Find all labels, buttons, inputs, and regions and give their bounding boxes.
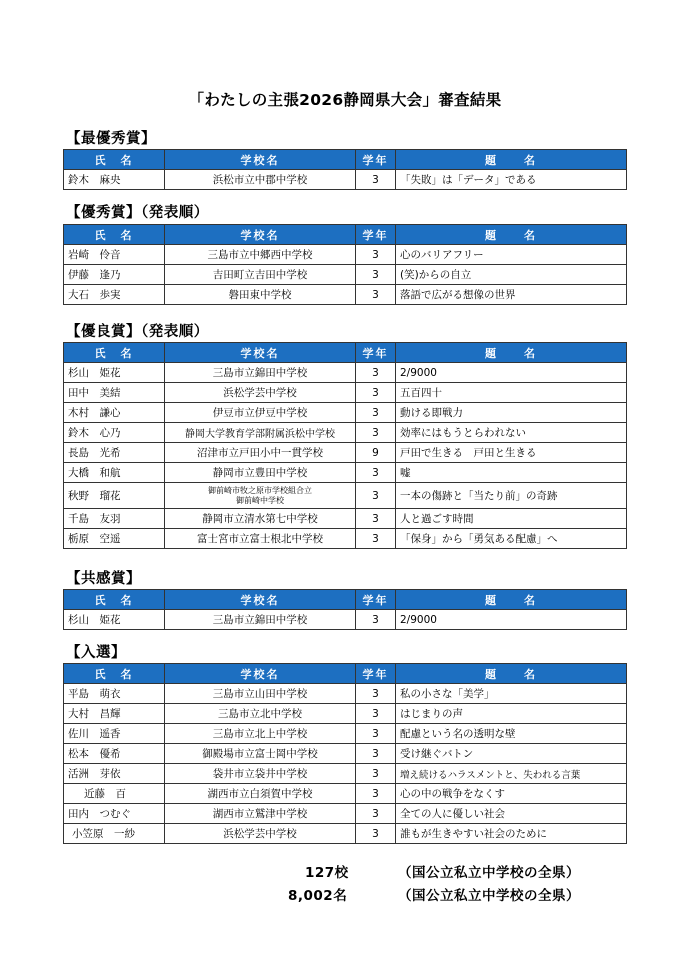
table-nyusen: [63, 663, 627, 844]
header-school: 学校名: [165, 343, 356, 363]
school-name: 浜松学芸中学校: [165, 824, 356, 844]
total-students-note: （国公立私立中学校の全県）: [398, 888, 580, 904]
student-name: 鈴木 麻央: [64, 170, 165, 190]
student-name: 佐川 遥香: [64, 724, 165, 744]
school-name: 浜松市立中郡中学校: [165, 170, 356, 190]
grade: 9: [356, 443, 396, 463]
speech-title: 心の中の戦争をなくす: [396, 784, 627, 804]
table-row: [64, 423, 627, 443]
table-row: [64, 724, 627, 744]
speech-title: 配慮という名の透明な壁: [396, 724, 627, 744]
table-row: [64, 804, 627, 824]
table-row: [64, 483, 627, 509]
table-yushu: [63, 224, 627, 305]
header-school: 学校名: [165, 664, 356, 684]
header-name: 氏 名: [64, 590, 165, 610]
school-name: 湖西市立白須賀中学校: [165, 784, 356, 804]
table-header-row: [64, 664, 627, 684]
speech-title: 2/9000: [396, 610, 627, 630]
total-schools: 127校: [305, 865, 349, 881]
table-row: [64, 744, 627, 764]
grade: 3: [356, 529, 396, 549]
header-name: 氏 名: [64, 150, 165, 170]
student-name: 木村 謙心: [64, 403, 165, 423]
section-heading-yushu: 【優秀賞】（発表順）: [66, 205, 209, 221]
school-name: 浜松学芸中学校: [165, 383, 356, 403]
student-name: 大石 歩実: [64, 285, 165, 305]
section-heading-yuryo: 【優良賞】（発表順）: [66, 324, 209, 340]
table-saiyushu: [63, 149, 627, 190]
table-header-row: [64, 343, 627, 363]
grade: 3: [356, 363, 396, 383]
header-grade: 学年: [356, 343, 396, 363]
speech-title: 増え続けるハラスメントと、失われる言葉: [396, 764, 627, 784]
speech-title: 受け継ぐバトン: [396, 744, 627, 764]
total-schools-note: （国公立私立中学校の全県）: [398, 865, 580, 881]
header-grade: 学年: [356, 590, 396, 610]
table-kyokan: [63, 589, 627, 630]
student-name: 田内 つむぐ: [64, 804, 165, 824]
page-title: 「わたしの主張2026静岡県大会」審査結果: [188, 91, 502, 109]
speech-title: 落語で広がる想像の世界: [396, 285, 627, 305]
student-name: 田中 美結: [64, 383, 165, 403]
student-name: 鈴木 心乃: [64, 423, 165, 443]
school-name: 磐田東中学校: [165, 285, 356, 305]
student-name: 大橋 和航: [64, 463, 165, 483]
student-name: 千島 友羽: [64, 509, 165, 529]
speech-title: 「失敗」は「データ」である: [396, 170, 627, 190]
grade: 3: [356, 285, 396, 305]
grade: 3: [356, 170, 396, 190]
section-heading-kyokan: 【共感賞】: [66, 571, 141, 587]
student-name: 活洲 芽依: [64, 764, 165, 784]
header-name: 氏 名: [64, 225, 165, 245]
grade: 3: [356, 704, 396, 724]
header-name: 氏 名: [64, 343, 165, 363]
student-name: 伊藤 逢乃: [64, 265, 165, 285]
speech-title: 効率にはもうとらわれない: [396, 423, 627, 443]
student-name: 大村 昌輝: [64, 704, 165, 724]
student-name: 杉山 姫花: [64, 363, 165, 383]
grade: 3: [356, 403, 396, 423]
student-name: 松本 優希: [64, 744, 165, 764]
speech-title: 私の小さな「美学」: [396, 684, 627, 704]
header-title: 題 名: [396, 664, 627, 684]
student-name: 杉山 姫花: [64, 610, 165, 630]
student-name: 近藤 百: [64, 784, 165, 804]
school-name: 静岡大学教育学部附属浜松中学校: [165, 423, 356, 443]
grade: 3: [356, 423, 396, 443]
school-name: 静岡市立豊田中学校: [165, 463, 356, 483]
table-row: [64, 403, 627, 423]
grade: 3: [356, 265, 396, 285]
table-row: [64, 285, 627, 305]
grade: 3: [356, 383, 396, 403]
table-row: [64, 363, 627, 383]
grade: 3: [356, 610, 396, 630]
school-name: 三島市立北中学校: [165, 704, 356, 724]
speech-title: (笑)からの自立: [396, 265, 627, 285]
header-grade: 学年: [356, 225, 396, 245]
grade: 3: [356, 804, 396, 824]
header-title: 題 名: [396, 225, 627, 245]
table-row: [64, 509, 627, 529]
speech-title: 2/9000: [396, 363, 627, 383]
total-students: 8,002名: [288, 888, 348, 904]
table-header-row: [64, 225, 627, 245]
header-grade: 学年: [356, 664, 396, 684]
student-name: 長島 光希: [64, 443, 165, 463]
table-row: [64, 784, 627, 804]
header-school: 学校名: [165, 590, 356, 610]
grade: 3: [356, 483, 396, 509]
section-heading-nyusen: 【入選】: [66, 645, 126, 661]
school-name: 沼津市立戸田小中一貫学校: [165, 443, 356, 463]
table-row: [64, 684, 627, 704]
header-title: 題 名: [396, 343, 627, 363]
school-name: [165, 483, 356, 509]
section-heading-saiyushu: 【最優秀賞】: [66, 131, 156, 147]
school-name: 富士宮市立富士根北中学校: [165, 529, 356, 549]
speech-title: 戸田で生きる 戸田と生きる: [396, 443, 627, 463]
speech-title: 人と過ごす時間: [396, 509, 627, 529]
school-name: 三島市立北上中学校: [165, 724, 356, 744]
school-name: 御殿場市立富士岡中学校: [165, 744, 356, 764]
header-school: 学校名: [165, 150, 356, 170]
table-yuryo: [63, 342, 627, 549]
student-name: 平島 萌衣: [64, 684, 165, 704]
table-row: [64, 824, 627, 844]
school-name: 三島市立錦田中学校: [165, 610, 356, 630]
grade: 3: [356, 764, 396, 784]
table-row: [64, 265, 627, 285]
school-name: 三島市立山田中学校: [165, 684, 356, 704]
header-name: 氏 名: [64, 664, 165, 684]
school-name: 三島市立錦田中学校: [165, 363, 356, 383]
grade: 3: [356, 784, 396, 804]
speech-title: 嘘: [396, 463, 627, 483]
speech-title: はじまりの声: [396, 704, 627, 724]
school-name: 静岡市立清水第七中学校: [165, 509, 356, 529]
speech-title: 動ける即戦力: [396, 403, 627, 423]
student-name: 秋野 瑠花: [64, 483, 165, 509]
table-row: [64, 610, 627, 630]
table-row: [64, 170, 627, 190]
table-header-row: [64, 150, 627, 170]
student-name: 栃原 空遥: [64, 529, 165, 549]
header-grade: 学年: [356, 150, 396, 170]
table-row: [64, 704, 627, 724]
student-name: 岩崎 伶音: [64, 245, 165, 265]
speech-title: 「保身」から「勇気ある配慮」へ: [396, 529, 627, 549]
table-row: [64, 764, 627, 784]
table-row: [64, 529, 627, 549]
table-row: [64, 245, 627, 265]
school-name: 湖西市立鷲津中学校: [165, 804, 356, 824]
grade: 3: [356, 744, 396, 764]
school-name: 袋井市立袋井中学校: [165, 764, 356, 784]
grade: 3: [356, 684, 396, 704]
table-row: [64, 463, 627, 483]
speech-title: 全ての人に優しい社会: [396, 804, 627, 824]
table-row: [64, 443, 627, 463]
school-name-line1: 御前崎市牧之原市学校組合立: [208, 485, 312, 495]
grade: 3: [356, 245, 396, 265]
grade: 3: [356, 509, 396, 529]
school-name: 三島市立中郷西中学校: [165, 245, 356, 265]
header-title: 題 名: [396, 590, 627, 610]
school-name: 伊豆市立伊豆中学校: [165, 403, 356, 423]
header-school: 学校名: [165, 225, 356, 245]
student-name: 小笠原 一紗: [64, 824, 165, 844]
speech-title: 誰もが生きやすい社会のために: [396, 824, 627, 844]
speech-title: 心のバリアフリー: [396, 245, 627, 265]
speech-title: 一本の傷跡と「当たり前」の奇跡: [396, 483, 627, 509]
grade: 3: [356, 824, 396, 844]
speech-title: 五百四十: [396, 383, 627, 403]
school-name: 吉田町立吉田中学校: [165, 265, 356, 285]
grade: 3: [356, 463, 396, 483]
table-header-row: [64, 590, 627, 610]
header-title: 題 名: [396, 150, 627, 170]
grade: 3: [356, 724, 396, 744]
school-name-line2: 御前崎中学校: [236, 495, 284, 505]
table-row: [64, 383, 627, 403]
